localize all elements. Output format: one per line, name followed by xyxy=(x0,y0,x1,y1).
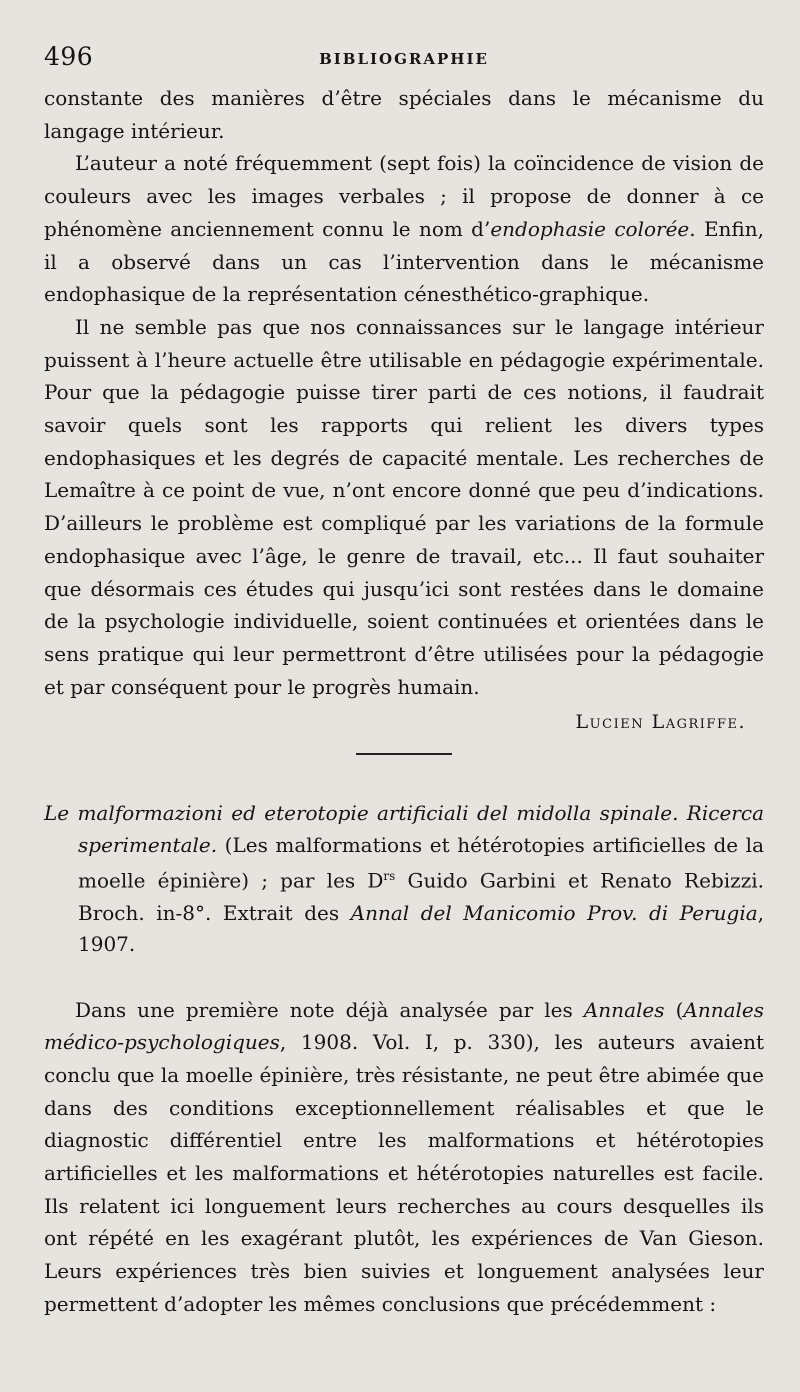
signature-text: Lucien Lagriffe. xyxy=(575,711,746,734)
running-head xyxy=(44,42,764,82)
citation-journal: Annal del Manicomio Prov. di Perugia xyxy=(350,900,758,925)
paragraph-text: . Enfin, il a observé dans un cas l’intervention dans le mécanisme endophasique de la représentation cénesthético-graphique. xyxy=(44,216,765,307)
second-review-body xyxy=(44,994,764,1321)
author-signature xyxy=(44,707,746,737)
paragraph-text: Dans une première note déjà analysée par les xyxy=(75,997,584,1022)
citation-details: Guido Garbini et Renato Rebizzi. Broch. in-8°. Extrait des xyxy=(78,869,764,925)
paragraph-text: , 1908. Vol. I, p. 330), les auteurs avaient conclu que la moelle épinière, très résistante, ne peut être abimée que dans des conditions exceptionnellement réalisables et que le diagnostic différentiel entre les malformations et hétérotopies artificielles et les malformations et hétérotopies naturelles est facile. Ils relatent ici longuement leurs recherches au cours desquelles ils ont répété en les exagérant plutôt, les expériences de Van Gieson. Leurs expériences très bien suivies et longuement analysées leur permettent d’adopter les mêmes conclusions que précédemment : xyxy=(44,1030,764,1316)
citation-year: , 1907. xyxy=(78,900,765,957)
paragraph-text: L’auteur a noté fréquemment (sept fois) la coïncidence de vision de couleurs avec les images verbales ; il propose de donner à ce phénomène anciennement connu le nom d’ xyxy=(44,151,764,241)
paragraph-text: ( xyxy=(664,997,684,1022)
citation-title: Le malformazioni ed eterotopie artificiali del midolla spinale. Ricerca sperimentale. xyxy=(44,801,764,857)
italic-term: endophasie colorée xyxy=(490,216,690,241)
section-divider xyxy=(356,753,452,755)
citation-details: (Les malformations et hétérotopies artificielles de la moelle épinière) ; par les D xyxy=(78,832,764,894)
bibliographic-citation xyxy=(44,798,764,960)
paragraph-continuation: constante des manières d’être spéciales dans le mécanisme du langage intérieur. xyxy=(44,86,764,143)
paragraph-pedagogy: Il ne semble pas que nos connaissances sur le langage intérieur puissent à l’heure actuelle être utilisable en pédagogie expérimentale. Pour que la pédagogie puisse tirer parti de ces notions, il faudrait savoir quels sont les rapports qui relient les divers types endophasiques et les degrés de capacité mentale. Les recherches de Lemaître à ce point de vue, n’ont encore donné que peu d’indications. D’ailleurs le problème est compliqué par les variations de la formule endophasique avec l’âge, le genre de travail, etc... Il faut souhaiter que désormais ces études qui jusqu’ici sont restées dans le domaine de la psychologie individuelle, soient continuées et orientées dans le sens pratique qui leur permettront d’être utilisées pour la pédagogie et par conséquent pour le progrès humain. xyxy=(44,314,764,699)
italic-journal: Annales xyxy=(583,997,665,1022)
italic-journal-full: Annales médico-psychologiques xyxy=(44,997,764,1055)
page-number: 496 xyxy=(44,42,94,71)
review-body xyxy=(44,82,764,703)
running-title: BIBLIOGRAPHIE xyxy=(319,50,489,68)
citation-superscript: rs xyxy=(383,869,396,884)
paragraph-colored-endophasia xyxy=(44,147,764,311)
paragraph-review xyxy=(44,994,764,1321)
